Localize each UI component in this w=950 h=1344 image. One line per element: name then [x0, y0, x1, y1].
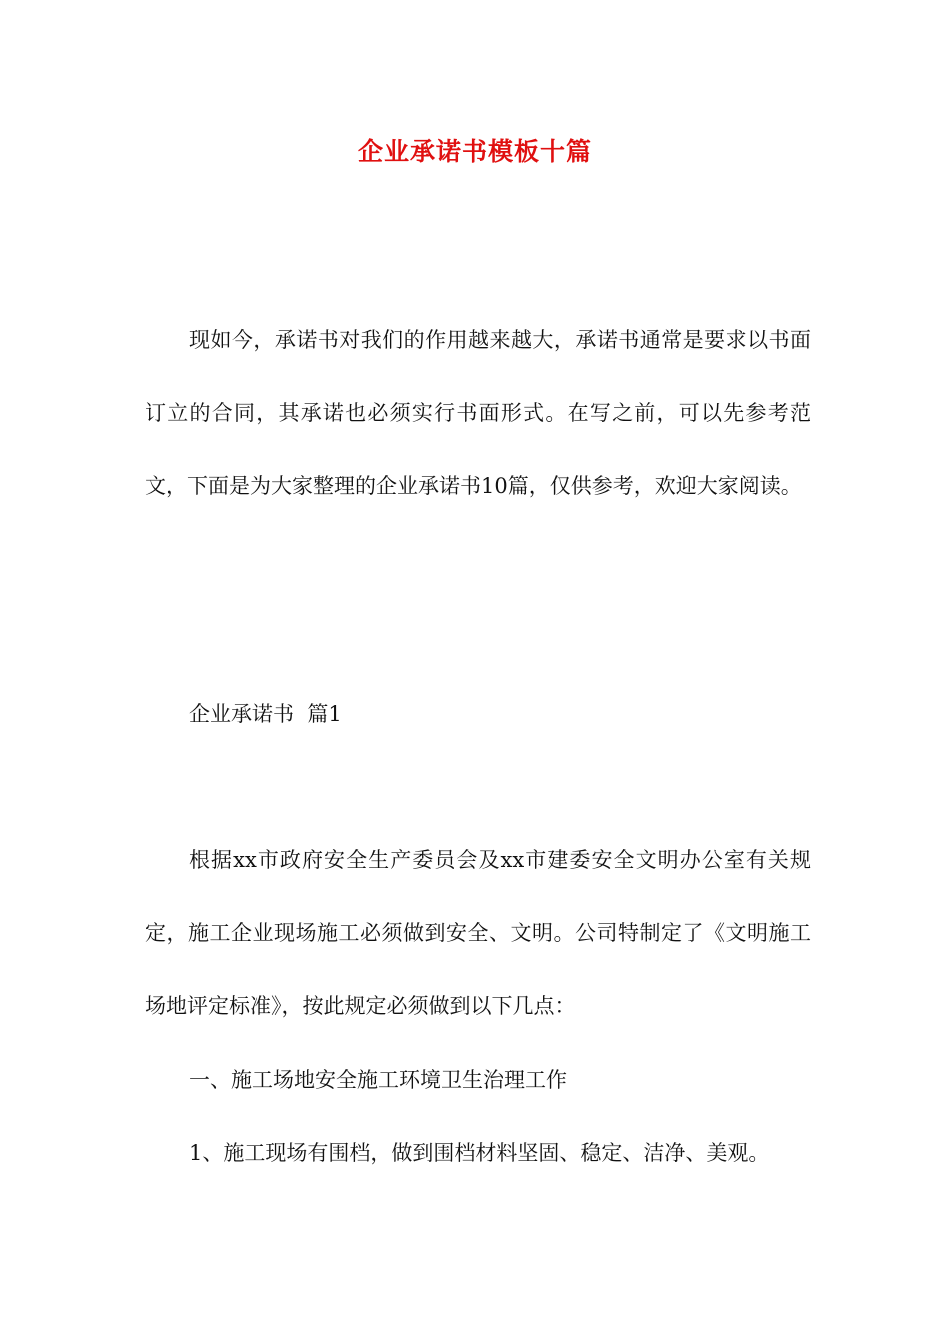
section-heading: 一、施工场地安全施工环境卫生治理工作	[189, 1068, 567, 1092]
document-title: 企业承诺书模板十篇	[357, 137, 592, 166]
intro-paragraph: 现如今，承诺书对我们的作用越来越大，承诺书通常是要求以书面订立的合同，其承诺也必须实行书面形式。在写之前，可以先参考范文，下面是为大家整理的企业承诺书10篇，仅供参考，欢迎大家阅读。	[145, 328, 811, 498]
list-item: 1、施工现场有围档，做到围档材料坚固、稳定、洁净、美观。	[189, 1141, 770, 1165]
body-paragraph: 根据xx市政府安全生产委员会及xx市建委安全文明办公室有关规定，施工企业现场施工必须做到安全、文明。公司特制定了《文明施工场地评定标准》，按此规定必须做到以下几点：	[145, 848, 811, 1018]
section-title: 企业承诺书 篇1	[189, 702, 342, 726]
